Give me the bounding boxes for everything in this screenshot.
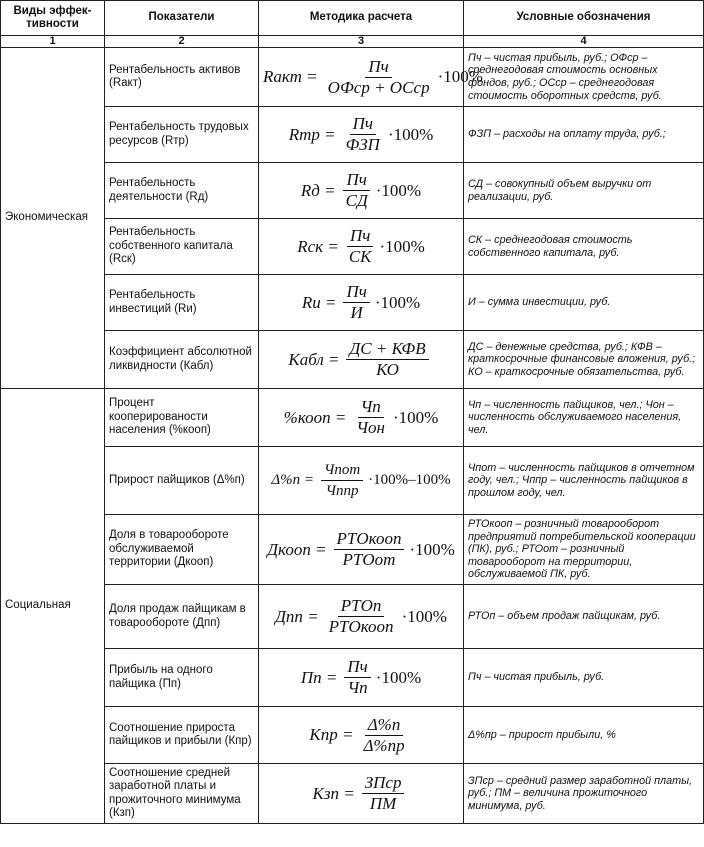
- indicator-name: Коэффициент абсолютной ликвидности (Кабл): [105, 331, 259, 389]
- formula: Rд = $\frac{Пч}{СД}$ ·100%: [259, 163, 464, 219]
- indicator-name: Рентабельность инвестиций (Rи): [105, 275, 259, 331]
- formula: %кооп = $\frac{Чп}{\text{Чон}}$ ·100%: [259, 389, 464, 447]
- notation: СД – совокупный объем выручки от реализации, руб.: [464, 163, 704, 219]
- indicator-name: Соотношение прироста пайщиков и прибыли (Кпр): [105, 707, 259, 764]
- notation: ДС – денежные средства, руб.; КФВ – краткосрочные финансовые вложения, руб.; КО – краткосрочные обязательства, руб.: [464, 331, 704, 389]
- indicator-name: Рентабельность собственного капитала (Rск): [105, 219, 259, 275]
- col-number: 4: [464, 36, 704, 48]
- notation: Чп – численность пайщиков, чел.; Чон – численность обслуживаемого населения, чел.: [464, 389, 704, 447]
- col-number: 1: [1, 36, 105, 48]
- notation: Пч – чистая прибыль, руб.; ОФср – среднегодовая стоимость основных фондов, руб.; ОСср – среднегодовая стоимость оборотных средств, руб.: [464, 48, 704, 107]
- group-social: Социальная: [1, 389, 105, 824]
- header-types: Виды эффек-тивности: [1, 1, 105, 36]
- header-notation: Условные обозначения: [464, 1, 704, 36]
- notation: Чпот – численность пайщиков в отчетном году, чел.; Чппр – численность пайщиков в прошлом году, чел.: [464, 447, 704, 515]
- notation: Δ%пр – прирост прибыли, %: [464, 707, 704, 764]
- notation: ФЗП – расходы на оплату труда, руб.;: [464, 107, 704, 163]
- col-number: 3: [259, 36, 464, 48]
- indicator-name: Прирост пайщиков (Δ%п): [105, 447, 259, 515]
- indicator-name: Процент кооперированости населения (%коoп): [105, 389, 259, 447]
- indicator-name: Доля в товарообороте обслуживаемой территории (Дкооп): [105, 515, 259, 585]
- indicator-name: Прибыль на одного пайщика (Пп): [105, 649, 259, 707]
- formula: Rск = $\frac{Пч}{СК}$ ·100%: [259, 219, 464, 275]
- col-number: 2: [105, 36, 259, 48]
- header-method: Методика расчета: [259, 1, 464, 36]
- formula: Кабл = $\frac{\text{ДС + КФВ}}{КО}$: [259, 331, 464, 389]
- indicator-name: Рентабельность трудовых ресурсов (Rтр): [105, 107, 259, 163]
- notation: Пч – чистая прибыль, руб.: [464, 649, 704, 707]
- notation: РТОкооп – розничный товарооборот предприятий потребительской кооперации (ПК), руб.; РТОот – розничный товарооборот на территории, обслуживаемой ПК, руб.: [464, 515, 704, 585]
- notation: РТОп – объем продаж пайщикам, руб.: [464, 585, 704, 649]
- group-economic: Экономическая: [1, 48, 105, 389]
- header-indicators: Показатели: [105, 1, 259, 36]
- formula: Rтр = $\frac{Пч}{\text{ФЗП}}$ ·100%: [259, 107, 464, 163]
- indicator-name: Соотношение средней заработной платы и прожиточного минимума (Кзп): [105, 764, 259, 824]
- formula: Rи = $\frac{Пч}{И}$ ·100%: [259, 275, 464, 331]
- notation: ЗПср – средний размер заработной платы, руб.; ПМ – величина прожиточного минимума, руб.: [464, 764, 704, 824]
- formula: Rакт = $\frac{Пч}{\text{ОФср + ОСср}}$ ·100%: [259, 48, 464, 107]
- formula: Δ%п = $\frac{\text{Чпот}}{\text{Чппр}}$ ·100%–100%: [259, 447, 464, 515]
- formula: Кзп = $\frac{\text{ЗПср}}{ПМ}$: [259, 764, 464, 824]
- formula: Кпр = $\frac{\Delta\%п}{\Delta\%пр}$: [259, 707, 464, 764]
- indicator-name: Рентабельность деятельности (Rд): [105, 163, 259, 219]
- formula: Дкооп = $\frac{\text{РТОкооп}}{\text{РТОот}}$ ·100%: [259, 515, 464, 585]
- formula: Дпп = $\frac{\text{РТОп}}{\text{РТОкооп}}$ ·100%: [259, 585, 464, 649]
- notation: СК – среднегодовая стоимость собственного капитала, руб.: [464, 219, 704, 275]
- indicator-name: Доля продаж пайщикам в товарообороте (Дпп): [105, 585, 259, 649]
- notation: И – сумма инвестиции, руб.: [464, 275, 704, 331]
- formula: Пп = $\frac{Пч}{Чп}$ ·100%: [259, 649, 464, 707]
- indicator-name: Рентабельность активов (Rакт): [105, 48, 259, 107]
